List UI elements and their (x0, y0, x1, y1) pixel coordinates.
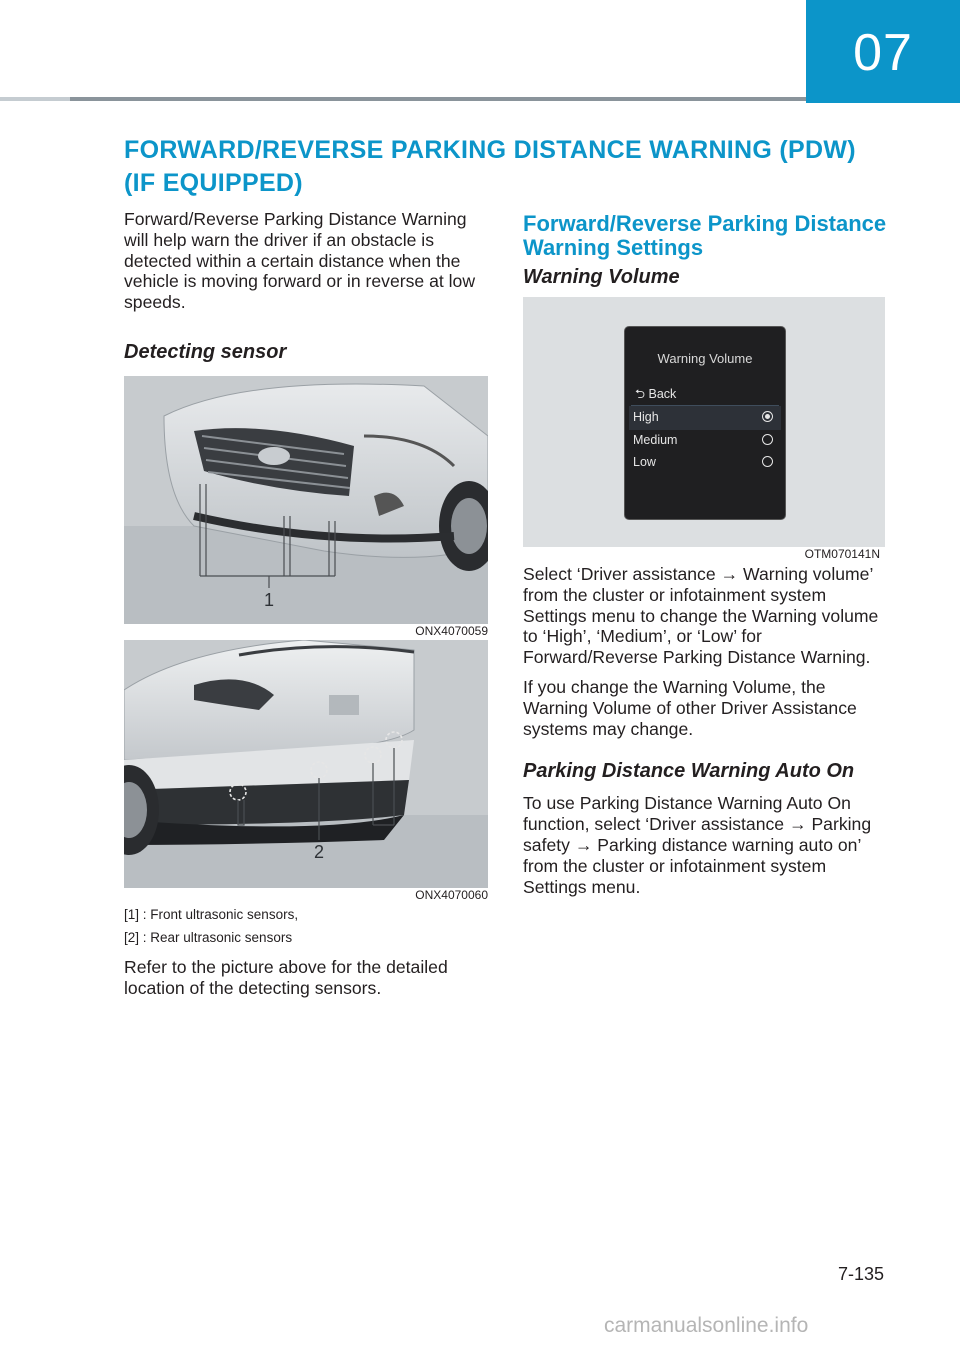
auto-on-heading: Parking Distance Warning Auto On (523, 760, 855, 783)
refer-paragraph: Refer to the picture above for the detailed location of the detecting sensors. (124, 956, 448, 998)
section-title-line-2: (IF EQUIPPED) (124, 169, 303, 197)
section-title-line-1: FORWARD/REVERSE PARKING DISTANCE WARNING (PDW) (124, 136, 856, 164)
volume-paragraph-1: Select ‘Driver assistance → Warning volume’ from the cluster or infotainment system Settings menu to change the Warning volume to ‘High’, ‘Medium’, or ‘Low’ for Forward/Reverse Parking Distance Warning. (523, 564, 879, 668)
watermark: carmanualsonline.info (604, 1314, 809, 1337)
header-rule (0, 97, 806, 101)
radio-high-icon[interactable] (762, 411, 773, 422)
right-column (523, 209, 888, 897)
screen-title: Warning Volume (657, 351, 753, 366)
section-title (124, 134, 904, 200)
front-callout-number: 1 (264, 589, 275, 610)
auto-on-paragraph: To use Parking Distance Warning Auto On function, select ‘Driver assistance → Parking safety → Parking distance warning auto on’ from the cluster or infotainment system Settings menu. (523, 793, 872, 897)
rear-sensor-figure (124, 640, 488, 888)
chapter-tab: 07 (806, 0, 960, 103)
back-button[interactable]: ⮌ Back (635, 387, 677, 401)
rear-callout-number: 2 (314, 841, 325, 862)
caption-rear: [2] : Rear ultrasonic sensors (124, 929, 293, 945)
radio-low-icon[interactable] (762, 456, 773, 467)
detecting-sensor-heading: Detecting sensor (124, 340, 287, 363)
page-number: 7-135 (837, 1264, 884, 1284)
option-high[interactable]: High (633, 410, 659, 424)
cluster-screen (624, 326, 786, 520)
radio-medium-icon[interactable] (762, 434, 773, 445)
front-figure-code: ONX4070059 (415, 623, 488, 638)
warning-volume-figure (523, 297, 885, 547)
option-low[interactable]: Low (633, 455, 656, 469)
settings-heading: Forward/Reverse Parking Distance Warning Settings (523, 211, 887, 260)
warning-volume-heading: Warning Volume (523, 266, 680, 288)
left-column (124, 209, 488, 999)
front-sensor-figure (124, 376, 488, 624)
intro-paragraph: Forward/Reverse Parking Distance Warning will help warn the driver if an obstacle is detected within a certain distance when the vehicle is moving forward or in reverse at low speeds. (124, 209, 476, 313)
header-rule-accent (0, 97, 70, 101)
option-medium[interactable]: Medium (633, 433, 678, 447)
caption-front: [1] : Front ultrasonic sensors, (124, 906, 299, 922)
rear-car-illustration (124, 640, 488, 888)
front-car-illustration (124, 376, 488, 624)
volume-figure-code: OTM070141N (804, 547, 880, 561)
volume-paragraph-2: If you change the Warning Volume, the Warning Volume of other Driver Assistance systems may change. (523, 676, 857, 739)
rear-figure-code: ONX4070060 (415, 887, 488, 902)
figure-captions (124, 906, 488, 947)
